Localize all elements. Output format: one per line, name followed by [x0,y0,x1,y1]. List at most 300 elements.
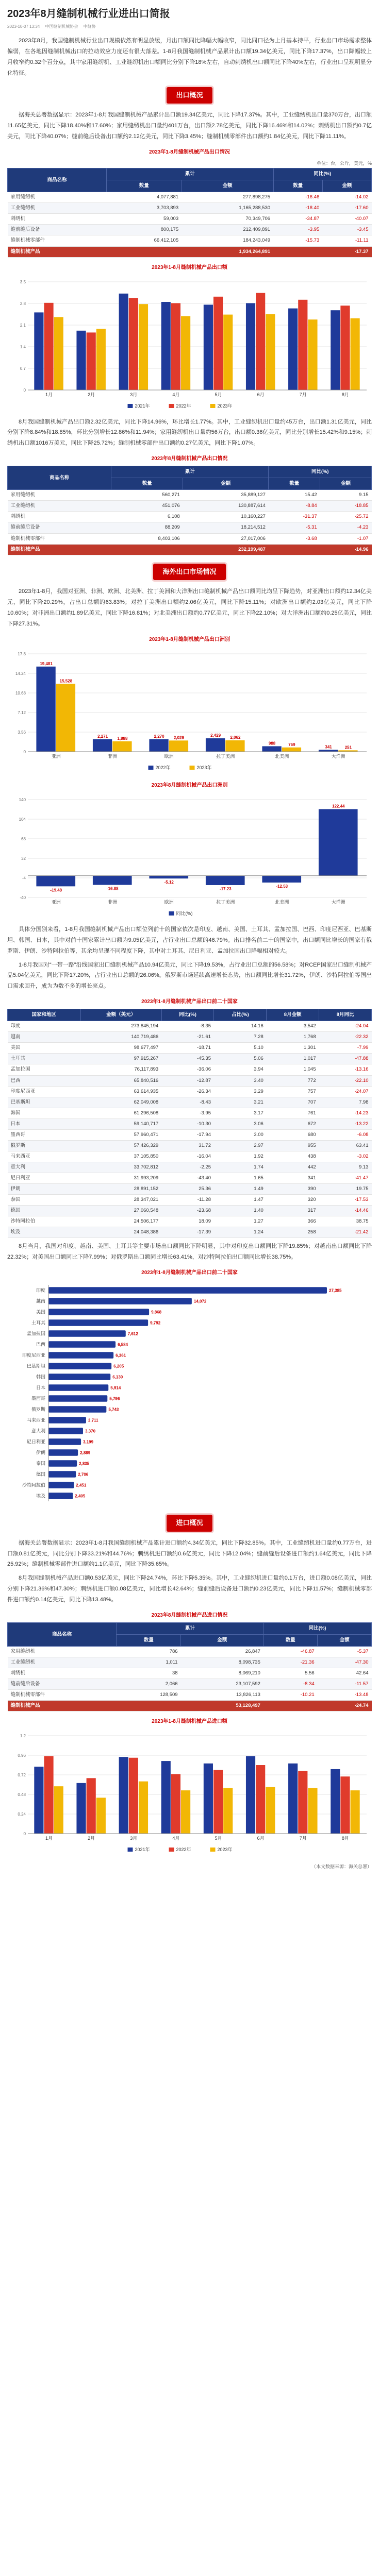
bar [119,1757,128,1834]
y-tick-label: 0.48 [18,1792,26,1798]
data-label: 14,072 [193,1299,207,1304]
bar [181,1790,190,1834]
table-cell: 5.06 [214,1054,267,1064]
table-cell: 66,412,105 [107,235,182,246]
table-cell: -13.16 [319,1064,372,1075]
table-cell: -18.85 [320,501,372,512]
y-tick-label: 68 [21,836,26,841]
bar [181,316,190,389]
table-cell: 15.42 [269,490,320,501]
table-cell: -15.73 [273,235,322,246]
bar [48,1319,148,1326]
table-cell: 560,271 [111,490,183,501]
x-tick-label: 5月 [215,1836,222,1841]
data-label: 5,796 [109,1396,120,1401]
paragraph-intro: 2023年8月，我国缝制机械行业出口规模依然有明显放缓，月出口额同比降幅大幅收窄，同比同口径为上月基本持平，行业出口市场需求整体偏弱，在各地因缝制机械出口的拉动效应力度还有很大落差。1-8月我国缝制机械产品累计出口额19.34亿美元，同比下降17.37%，出口降幅较上月收窄约0.32个百分点，其中家用缝纫机、工业缝纫机出口额同比分别下降18%左右，自动刺绣机出口额同比下降40%左右，行业出口呈现明显分化特征。 [7,38,372,76]
table-cell: 1.49 [214,1183,267,1194]
table-cell: -25.72 [320,512,372,522]
table-cell: 35,889,127 [183,490,269,501]
table-row [8,1216,372,1227]
bar [48,1309,149,1315]
x-tick-label: 欧洲 [164,899,174,905]
article-source[interactable]: 中国缝制机械协会 [45,24,78,29]
y-tick-label: 印度尼西亚 [22,1352,45,1358]
bar [246,303,255,390]
country-table [7,1009,372,1238]
table-cell: 巴西 [8,1075,81,1086]
bar [319,809,358,875]
table-row [8,1086,372,1097]
table-row [8,1690,372,1701]
y-tick-label: 俄罗斯 [31,1406,45,1412]
table-cell: 3.17 [214,1108,267,1118]
table-cell: 9.13 [319,1162,372,1173]
table-cell: 马来西亚 [8,1151,81,1162]
table-cell: 1.24 [214,1227,267,1238]
table-cell: 772 [267,1075,319,1086]
table-cell [273,246,322,257]
legend-label: 2022年 [155,765,171,770]
import-table [7,1622,372,1711]
table-row [8,203,372,214]
table-cell: -14.02 [322,192,371,203]
table-cell: 刺绣机 [8,512,111,522]
y-tick-label: 0 [23,1832,26,1837]
section-header-export: 出口概况 [7,87,372,104]
legend-label: 2022年 [176,1847,191,1853]
table-cell: 家用缝纫机 [8,192,107,203]
x-tick-label: 4月 [172,1836,180,1841]
chart-caption: 2023年1-8月缝制机械产品进口额 [152,1719,227,1725]
table-header: 数量 [107,180,182,192]
import-monthly-chart [7,1728,372,1857]
x-tick-label: 1月 [45,1836,53,1841]
y-tick-label: 土耳其 [31,1320,45,1326]
table-row [8,490,372,501]
data-label: 1,888 [117,736,128,741]
table-cell: -34.87 [273,214,322,225]
table-cell: 26,847 [181,1647,263,1657]
bar [331,1769,340,1834]
table-cell: 印度 [8,1021,81,1032]
bar [171,1774,180,1834]
table-cell: 57,960,471 [80,1129,161,1140]
y-tick-label: -40 [20,895,26,900]
table-row [8,1140,372,1151]
table-cell: 258 [267,1227,319,1238]
table-cell: 美国 [8,1043,81,1054]
table-cell: 451,076 [111,501,183,512]
table-cell: 1,934,264,891 [182,246,273,257]
table-cell: 韩国 [8,1108,81,1118]
bar [48,1374,110,1380]
y-tick-label: 0.96 [18,1753,26,1758]
table-unit: 单位：台，公斤，美元，% [316,161,372,166]
table-cell: -17.39 [161,1227,214,1238]
data-label: 15,528 [59,679,73,684]
table-header: 同比(%) [269,466,372,478]
bar [54,1787,63,1834]
bar [87,332,96,390]
data-label: 2,835 [79,1461,90,1466]
table-cell: 巴基斯坦 [8,1097,81,1108]
bar [48,1460,77,1467]
country-ranking-chart [7,1280,372,1506]
table-header: 累计 [111,466,269,478]
data-label: 122.44 [332,804,345,809]
bar [298,1771,307,1834]
table-cell: -3.68 [269,533,320,544]
paragraph-belt-road: 1-8月我国对“一带一路”沿线国家出口缝制机械产品10.94亿美元，同比下降19.53%，占行业出口总额的56.58%；对RCEP国家出口缝制机械产品5.04亿美元，同比下降17.20%，占行业出口总额的26.06%。俄罗斯市场延续高速增长态势，出口额同比增长31.72%，伊朗、沙特阿拉伯等国出口需求回升，成为为数不多的增长亮点。 [7,961,372,990]
y-tick-label: 沙特阿拉伯 [22,1482,45,1488]
y-tick-label: -4 [22,875,26,880]
table-cell: 98,677,497 [80,1043,161,1054]
legend-swatch [128,404,133,408]
table-cell [111,544,183,555]
table-cell: 232,199,487 [183,544,269,555]
table-cell: 缝制机械产品 [8,1701,117,1711]
bar [262,876,301,883]
export-month-table [7,466,372,555]
table-cell: -47.88 [319,1054,372,1064]
table-header: 金额（美元） [80,1009,161,1021]
table-cell: 埃及 [8,1227,81,1238]
y-tick-label: 越南 [36,1298,45,1304]
y-tick-label: 巴基斯坦 [26,1363,45,1369]
data-label: 2,029 [173,735,184,740]
table-cell: 沙特阿拉伯 [8,1216,81,1227]
legend-label: 2022年 [176,403,191,409]
section-header-markets: 海外出口市场情况 [7,564,372,581]
x-tick-label: 非洲 [108,753,118,759]
table-row [8,1118,372,1129]
data-label: 5,743 [108,1407,119,1412]
y-tick-label: 0.72 [18,1773,26,1778]
legend-swatch [149,766,154,770]
bar [48,1493,73,1499]
y-tick-label: 韩国 [36,1374,45,1380]
y-tick-label: 3.56 [18,730,26,735]
table-row [8,235,372,246]
bar [169,740,188,752]
table-cell: -36.06 [161,1064,214,1075]
table-cell: 3.00 [214,1129,267,1140]
table-row [8,1032,372,1043]
table-cell: 2,066 [117,1679,181,1690]
data-label: 2,429 [210,733,221,738]
table-header: 8月金额 [267,1009,319,1021]
y-tick-label: 1.4 [20,344,26,349]
table-cell: -47.30 [318,1657,372,1668]
table-cell: 31,993,209 [80,1173,161,1183]
bar [256,293,265,389]
legend-swatch [210,1848,216,1852]
table-cell: 28,347,021 [80,1195,161,1206]
table-cell: 刺绣机 [8,1668,117,1679]
table-cell: 23,107,592 [181,1679,263,1690]
table-cell: 24,048,386 [80,1227,161,1238]
table-row [8,1054,372,1064]
bar [351,318,360,389]
table-cell: -31.37 [269,512,320,522]
table-cell: 18.09 [161,1216,214,1227]
table-cell: 130,887,614 [183,501,269,512]
table-cell: 4,077,881 [107,192,182,203]
legend-label: 2023年 [196,765,212,770]
y-tick-label: 17.8 [18,651,26,656]
table-cell: -12.87 [161,1075,214,1086]
table-cell: 57,426,329 [80,1140,161,1151]
table-cell: 27,060,548 [80,1206,161,1216]
table-cell: 38 [117,1668,181,1679]
x-tick-label: 2月 [88,1836,95,1841]
paragraph-export-month: 8月我国缝制机械产品出口额2.32亿美元，同比下降14.96%，环比增长1.77%。其中，工业缝纫机出口量约45万台，出口额1.31亿美元，同比分别下降8.84%和18.85%，环比分别增长12.86%和11.94%；家用缝纫机出口量约56万台，出口额0.36亿美元，同比分别增长15.42%和9.15%；刺绣机出口额1016万美元，同比下降25.72%；缝制机械零部件出口额约0.27亿美元，同比下降1.07%。 [7,418,372,447]
table-header: 金额 [183,478,269,490]
data-label: 3,199 [83,1439,94,1445]
x-tick-label: 大洋洲 [331,899,345,905]
table-cell: 缝制机械产品 [8,246,107,257]
data-label: 19,481 [40,661,53,666]
table-cell: -40.07 [322,214,371,225]
data-label: 2,889 [80,1450,91,1455]
table-cell: 俄罗斯 [8,1140,81,1151]
y-tick-label: 埃及 [36,1493,45,1499]
bar [213,296,223,389]
bar [48,1482,74,1488]
table-cell: 8,098,735 [181,1657,263,1668]
table-cell: 59,140,717 [80,1118,161,1129]
table-cell: -5.31 [269,522,320,533]
table-cell: 3.21 [214,1097,267,1108]
table-header: 数量 [263,1635,318,1647]
table-cell: 1.27 [214,1216,267,1227]
bar [48,1363,111,1369]
x-tick-label: 3月 [130,392,138,397]
table-header: 同比(%) [161,1009,214,1021]
data-label: -16.88 [106,886,119,891]
bar [288,1764,298,1834]
y-tick-label: 意大利 [31,1428,45,1434]
table-cell: 1.92 [214,1151,267,1162]
article-author: 中缝协 [83,24,96,29]
bar [213,1770,223,1834]
table-header: 数量 [111,478,183,490]
y-tick-label: 巴西 [36,1342,45,1347]
table-header: 金额 [320,478,372,490]
data-label: 6,130 [112,1375,123,1380]
table-row [8,1043,372,1054]
table-cell: 140,719,486 [80,1032,161,1043]
table-cell: 5.56 [263,1668,318,1679]
table-cell: 76,117,893 [80,1064,161,1075]
table-cell: -24.07 [319,1086,372,1097]
table-cell: -45.35 [161,1054,214,1064]
table-cell: 761 [267,1108,319,1118]
bar [87,1778,96,1834]
table-cell: 1.74 [214,1162,267,1173]
table-cell: 7.98 [319,1097,372,1108]
table-caption: 2023年8月缝制机械产品进口情况 [151,1613,228,1619]
table-cell: 1.40 [214,1206,267,1216]
y-tick-label: 10.68 [15,690,26,696]
table-cell: 24,506,177 [80,1216,161,1227]
table-row [8,1657,372,1668]
table-cell: 128,509 [117,1690,181,1701]
table-header: 数量 [117,1635,181,1647]
legend-swatch [128,1848,133,1852]
data-label: 6,584 [118,1342,128,1347]
bar [139,304,148,390]
table-cell: -3.45 [322,225,371,235]
table-row [8,1075,372,1086]
bar [96,329,106,390]
table-cell: 8,069,210 [181,1668,263,1679]
table-cell: 1,768 [267,1032,319,1043]
table-cell: 390 [267,1183,319,1194]
paragraph-countries: 具体分国别来看，1-8月我国缝制机械产品出口额位列前十的国家依次是印度、越南、美国、土耳其、孟加拉国、巴西、印度尼西亚、巴基斯坦、韩国、日本，其中对前十国家累计出口额为9.05亿美元，占行业出口总额的46.79%。出口排名前二十的国家中，出口额同比增长的国家有俄罗斯、伊朗、沙特阿拉伯等，其余均呈现不同程度下降，其中对土耳其、尼日利亚、孟加拉国出口降幅相对较大。 [7,926,372,954]
table-cell: 泰国 [8,1195,81,1206]
bar [298,299,307,389]
y-tick-label: 墨西哥 [31,1396,45,1401]
table-row [8,1021,372,1032]
x-tick-label: 拉丁美洲 [216,753,235,759]
bar [48,1471,76,1478]
table-cell: -2.25 [161,1162,214,1173]
paragraph-country-month: 8月当月，我国对印度、越南、美国、土耳其等主要市场出口额同比下降明显，其中对印度出口额同比下降19.85%；对越南出口额同比下降22.32%；对美国出口额同比下降7.99%；对俄罗斯出口额同比增长63.41%，对沙特阿拉伯出口额同比增长38.75%。 [7,1243,372,1261]
table-cell: -43.40 [161,1173,214,1183]
bar [206,876,245,885]
x-tick-label: 7月 [299,1836,307,1841]
table-cell: 757 [267,1086,319,1097]
table-cell: 缝前缝后设备 [8,1679,117,1690]
table-cell: 273,845,194 [80,1021,161,1032]
paragraph-continents: 2023年1-8月，我国对亚洲、非洲、欧洲、北美洲、拉丁美洲和大洋洲出口缝制机械产品出口额同比均呈下降趋势，对亚洲出口额约12.34亿美元，同比下降20.29%，占出口总额的63.83%；对拉丁美洲出口额约2.06亿美元，同比下降15.11%；对欧洲出口额约2.03亿美元，同比下降10.60%；对非洲出口额约1.89亿美元，同比下降16.81%；对北美洲出口额约0.77亿美元，同比下降22.10%；对大洋洲出口额约0.25亿美元，同比下降27.31%。 [7,588,372,627]
table-header: 金额 [182,180,273,192]
table-cell: -14.96 [320,544,372,555]
y-tick-label: 14.24 [15,671,26,676]
table-cell: 212,409,891 [182,225,273,235]
y-tick-label: 140 [19,797,26,802]
table-header: 国家和地区 [8,1009,81,1021]
table-header: 商品名称 [8,466,111,490]
table-row [8,501,372,512]
table-cell: -11.57 [318,1679,372,1690]
table-cell: -16.04 [161,1151,214,1162]
continent-month-chart [7,792,372,921]
legend-label: 2023年 [217,1847,233,1853]
x-tick-label: 8月 [341,392,349,397]
bar [96,1798,106,1834]
bar [48,1352,113,1359]
table-cell: 33,702,812 [80,1162,161,1173]
table-row [8,1151,372,1162]
bar [351,1790,360,1834]
table-cell: 955 [267,1140,319,1151]
table-cell: 53,128,497 [181,1701,263,1711]
legend-swatch [190,766,195,770]
table-cell: 缝制机械零部件 [8,533,111,544]
table-row [8,533,372,544]
table-row [8,1064,372,1075]
bar [48,1417,86,1423]
data-label: 5,914 [110,1385,121,1391]
bar [48,1287,327,1294]
article-meta [7,23,372,30]
bar [246,1756,255,1834]
table-row [8,1129,372,1140]
table-cell: 65,840,516 [80,1075,161,1086]
x-tick-label: 3月 [130,1836,138,1841]
bar [48,1406,106,1413]
table-cell: 88,209 [111,522,183,533]
bar [34,312,43,390]
table-cell: 37,105,850 [80,1151,161,1162]
table-header: 同比(%) [263,1623,372,1635]
x-tick-label: 4月 [172,392,180,397]
data-label: 988 [268,741,276,746]
chart-caption: 2023年1-8月缝制机械产品出口额 [152,264,227,270]
data-label: 9,868 [151,1310,162,1315]
table-cell: 3.06 [214,1118,267,1129]
table-cell: 刺绣机 [8,214,107,225]
table-header: 金额 [181,1635,263,1647]
bar [308,1788,317,1834]
table-cell: 62,049,008 [80,1097,161,1108]
export-monthly-chart [7,275,372,414]
table-cell: -46.87 [263,1647,318,1657]
table-cell: 3.94 [214,1064,267,1075]
table-cell: -18.71 [161,1043,214,1054]
table-cell: -11.11 [322,235,371,246]
y-tick-label: 7.12 [18,710,26,715]
article-date: 2023-10-07 13:34 [7,24,40,29]
table-cell: 800,175 [107,225,182,235]
bar [171,303,180,390]
table-cell: -14.23 [319,1108,372,1118]
table-caption: 2023年1-8月缝制机械产品出口前二十国家 [141,999,238,1005]
table-cell: 97,915,267 [80,1054,161,1064]
x-tick-label: 2月 [88,392,95,397]
table-cell: 缝制机械产品 [8,544,111,555]
table-header: 累计 [107,168,274,180]
table-row [8,1195,372,1206]
chart-caption: 2023年1-8月缝制机械产品出口洲别 [149,636,230,642]
data-label: 3,370 [85,1429,96,1434]
bar [288,308,298,389]
table-cell: 3,542 [267,1021,319,1032]
table-cell: 8,403,106 [111,533,183,544]
y-tick-label: 马来西亚 [26,1417,45,1423]
table-cell: -4.23 [320,522,372,533]
table-cell: 1,045 [267,1064,319,1075]
paragraph-import-summary: 据海关总署数据显示：2023年1-8月我国缝制机械产品累计进口额约4.34亿美元，同比下降32.85%。其中，工业缝纫机进口量约0.77万台，进口额0.81亿美元，同比分别下降33.21%和44.76%；刺绣机进口额约0.6亿美元，同比下降12.04%；缝前缝后设备进口额约1.64亿美元，同比下降25.92%；缝制机械零部件进口额约1.1亿美元，同比下降35.65%。 [7,1539,372,1568]
data-label: 6,205 [113,1364,124,1369]
table-caption: 2023年1-8月缝制机械产品出口情况 [149,149,230,156]
data-label: -5.12 [164,880,174,885]
table-cell: 13,826,113 [181,1690,263,1701]
table-cell: -14.46 [319,1206,372,1216]
bar [256,1765,265,1834]
table-cell: -8.43 [161,1097,214,1108]
paragraph-import-month: 8月我国缝制机械产品进口额0.53亿美元，同比下降24.74%，环比下降5.35%。其中，工业缝纫机进口量约0.1万台，进口额0.08亿美元，同比分别下降21.36%和47.30%；刺绣机进口额0.08亿美元，同比增长42.64%；缝前缝后设备进口额约0.23亿美元，同比下降11.57%；缝制机械零部件进口额约0.14亿美元，同比下降13.48%。 [7,1575,372,1603]
bar [204,304,213,390]
table-row [8,214,372,225]
y-tick-label: 伊朗 [36,1450,45,1455]
table-cell: -21.42 [319,1227,372,1238]
y-tick-label: 32 [21,856,26,861]
table-row [8,225,372,235]
bar [161,302,171,390]
